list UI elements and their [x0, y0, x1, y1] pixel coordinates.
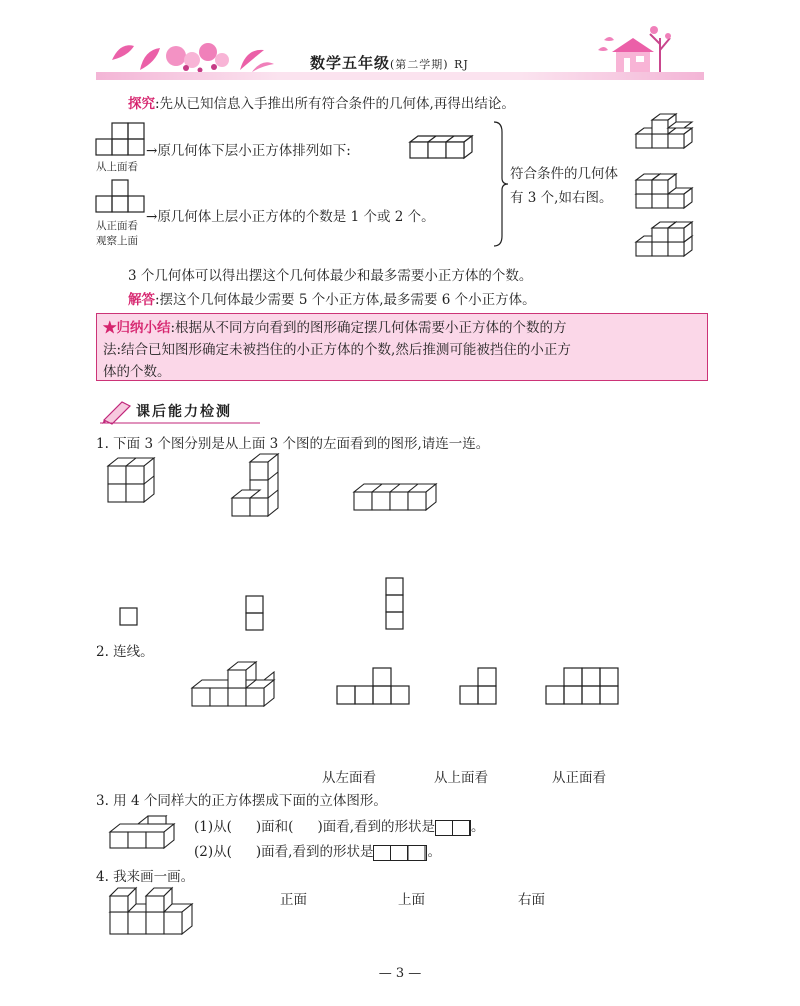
term-label: (第二学期) [390, 58, 449, 71]
explore-row1-text: 原几何体下层小正方体排列如下: [157, 143, 351, 159]
explore-conclusion: 3 个几何体可以得出摆这个几何体最少和最多需要小正方体的个数。 [128, 268, 533, 284]
explore-row2-text: 原几何体上层小正方体的个数是 1 个或 2 个。 [157, 209, 435, 225]
summary-line1: :根据从不同方向看到的图形确定摆几何体需要小正方体的个数的方 [170, 320, 567, 336]
q1-view-shapes [120, 576, 420, 636]
top-view-caption: 从上面看 [96, 161, 138, 173]
q3-line1-b: )面和( [255, 819, 294, 835]
front-view-caption [96, 219, 138, 249]
bottom-layer-figure [410, 136, 490, 166]
q3-line2-a: (2)从( [194, 844, 232, 860]
explore-paragraph [128, 92, 515, 112]
q2-view-top: 从上面看 [434, 770, 488, 786]
answer-label: 解答 [128, 292, 155, 308]
q3-line1-a: (1)从( [194, 819, 232, 835]
q2-view-front: 从正面看 [552, 770, 606, 786]
front-view-caption-line1: 从正面看 [96, 220, 138, 232]
solution-figures [636, 108, 716, 258]
section-title: 课后能力检测 [136, 404, 232, 420]
q3-line2-b: )面看,看到的形状是 [255, 844, 374, 860]
pencil-icon [100, 398, 136, 424]
page-header-title [310, 52, 469, 73]
q4-solid-figure [110, 884, 210, 944]
q1-solid-figures [108, 452, 468, 522]
q4-view-right: 右面 [518, 892, 545, 908]
q4-text: 4. 我来画一画。 [96, 869, 195, 885]
header-decoration-right [0, 0, 800, 100]
q3-line2 [194, 840, 441, 861]
q1-text: 1. 下面 3 个图分别是从上面 3 个图的左面看到的图形,请连一连。 [96, 436, 490, 452]
summary-line2: 法:结合已知图形确定未被挡住的小正方体的个数,然后推测可能被挡住的小正方 [103, 342, 571, 358]
q3-answer-shape-2 [373, 845, 427, 861]
answer-paragraph [128, 288, 536, 308]
q4-view-top: 上面 [398, 892, 425, 908]
q3-answer-shape-1 [435, 820, 471, 836]
front-view-caption-line2: 观察上面 [96, 235, 138, 247]
explore-row2: →原几何体上层小正方体的个数是 1 个或 2 个。 [146, 209, 435, 225]
summary-label: ★归纳小结 [103, 320, 171, 336]
q3-solid-figure [110, 814, 190, 854]
summary-line3: 体的个数。 [103, 364, 171, 380]
header-band [96, 72, 704, 80]
q4-view-front: 正面 [280, 892, 307, 908]
explore-text: :先从已知信息入手推出所有符合条件的几何体,再得出结论。 [155, 96, 515, 112]
q2-text: 2. 连线。 [96, 644, 154, 660]
q2-view-shapes [337, 668, 637, 708]
q3-text: 3. 用 4 个同样大的正方体摆成下面的立体图形。 [96, 793, 387, 809]
explore-label: 探究 [128, 96, 155, 112]
q2-solid-figure [192, 660, 302, 720]
summary-box [96, 313, 708, 381]
q3-line1-c: )面看,看到的形状是 [317, 819, 435, 835]
summary-text [103, 317, 703, 383]
q3-line2-end: 。 [427, 844, 441, 860]
q3-line1 [194, 815, 485, 836]
answer-text: :摆这个几何体最少需要 5 个小正方体,最多需要 6 个小正方体。 [155, 292, 536, 308]
edition-label: RJ [454, 58, 469, 71]
brace-text-1: 符合条件的几何体 [510, 166, 618, 182]
brace [492, 120, 508, 250]
explore-row1: →原几何体下层小正方体排列如下: [146, 143, 351, 159]
book-title: 数学五年级 [310, 54, 391, 72]
page-number: — 3 — [378, 966, 422, 981]
q2-view-left: 从左面看 [322, 770, 376, 786]
q3-line1-end: 。 [471, 819, 485, 835]
brace-text-2: 有 3 个,如右图。 [510, 190, 613, 206]
